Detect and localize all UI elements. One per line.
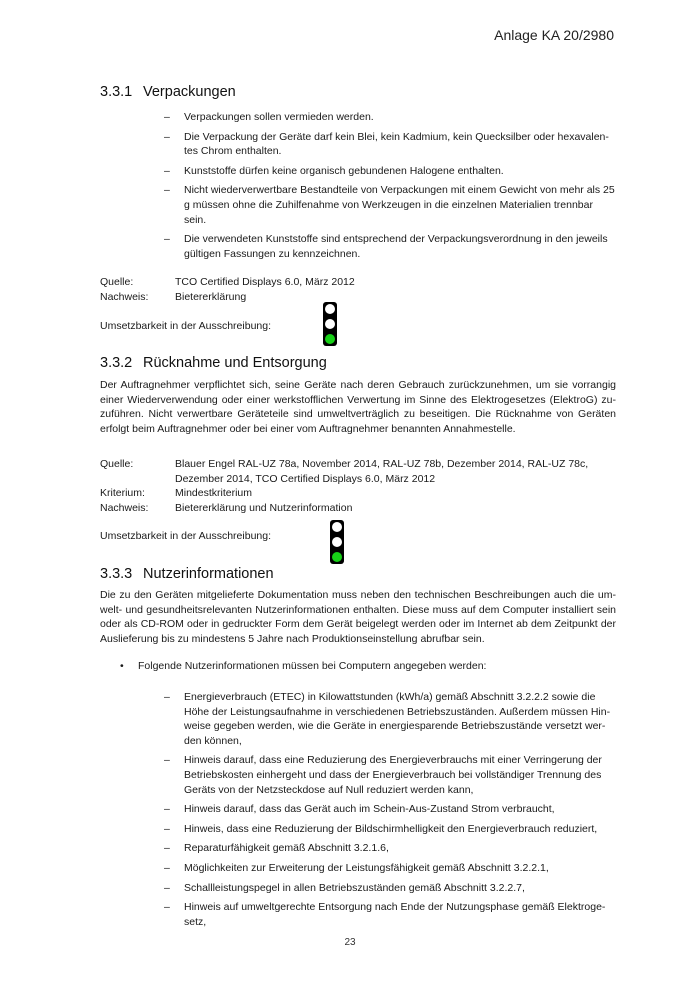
meta-row: Nachweis: Bietererklärung und Nutzerinformation [100,501,353,514]
list-item: – Hinweis darauf, dass eine Reduzierung des Energieverbrauchs mit einer Verringerung der Betriebskosten einhergeht und dass der Energieverbrauch bei vollständiger Trennung des Geräts von der Netzsteckdose auf Null reduziert werden kann, [164,754,602,796]
lamp-top [325,304,335,314]
dash-icon: – [164,691,170,703]
traffic-light-icon [323,302,337,346]
list-item: – Hinweis auf umweltgerechte Entsorgung nach Ende der Nutzungsphase gemäß Elektroge-setz, [164,901,606,928]
section-title: Verpackungen [143,84,236,100]
section-title: Nutzerinformationen [143,566,274,582]
feasibility-label: Umsetzbarkeit in der Ausschreibung: [100,530,271,542]
lamp-middle [332,537,342,547]
packaging-requirements-list [164,110,616,266]
dash-icon: – [164,842,170,855]
section-number: 3.3.3 [100,566,133,582]
section-title: Rücknahme und Entsorgung [143,355,327,371]
dash-icon: – [164,164,170,177]
bullet-icon: • [120,660,124,672]
dash-icon: – [164,754,170,767]
page-number: 23 [344,937,356,948]
meta-row: Quelle: Blauer Engel RAL-UZ 78a, November 2014, RAL-UZ 78b, Dezember 2014, RAL-UZ 78c, Dezember 2014, TCO Certified Displays 6.0, März 2012 [100,458,589,485]
list-item: – Hinweis, dass eine Reduzierung der Bildschirmhelligkeit den Energieverbrauch reduziert, [164,822,598,835]
meta-row: Kriterium: Mindestkriterium [100,487,253,500]
return-paragraph: Der Auftragnehmer verpflichtet sich, seine Geräte nach deren Gebrauch zurückzunehmen, um sie vorrangig einer Wiederverwendung oder einer werkstofflichen Verwertung im Sinne des Elektrogesetzes (ElektroG) zu-zuführen. Nicht verwertbare Geräteteile sind umweltverträglich zu beseitigen. Die Rücknahme von Geräten erfolgt beim Auftragnehmer oder bei einer vom Auftragnehmer benannten Annahmestelle. [100,379,616,435]
section-number: 3.3.1 [100,84,133,100]
document-reference: Anlage KA 20/2980 [494,27,614,43]
list-item: – Kunststoffe dürfen keine organisch gebundenen Halogene enthalten. [164,164,504,177]
list-item: – Die Verpackung der Geräte darf kein Blei, kein Kadmium, kein Quecksilber oder hexavalen-tes Chrom enthalten. [164,130,609,158]
dash-icon: – [164,901,170,914]
dash-icon: – [164,233,170,246]
dash-icon: – [164,130,170,143]
dash-icon: – [164,881,170,894]
section-heading-3-3-1 [100,84,236,100]
section-heading-3-3-2 [100,355,327,371]
source-block [100,275,595,304]
meta-row: Nachweis: Bietererklärung [100,290,247,303]
dash-icon: – [164,184,170,197]
list-item: – Die verwendeten Kunststoffe sind entsprechend der Verpackungsverordnung in den jeweils gültigen Fassungen zu kennzeichnen. [164,233,608,260]
list-item: – Reparaturfähigkeit gemäß Abschnitt 3.2.1.6, [164,842,389,855]
user-info-paragraph: Die zu den Geräten mitgelieferte Dokumentation muss neben den technischen Beschreibungen auch die um-welt- und gesundheitsrelevanten Nutzerinformationen enthalten. Diese muss auf dem Computer installiert sein oder als CD-ROM oder in gedruckter Form dem Gerät beigelegt werden oder im Internet ab dem Zeitpunkt der Auslieferung bis zu mindestens 5 Jahre nach Produktionseinstellung abrufbar sein. [100,589,616,645]
user-info-list [164,690,616,934]
feasibility-label: Umsetzbarkeit in der Ausschreibung: [100,320,271,332]
meta-row: Quelle: TCO Certified Displays 6.0, März 2012 [100,276,355,288]
lamp-top [332,522,342,532]
lamp-middle [325,319,335,329]
section-number: 3.3.2 [100,355,133,371]
dash-icon: – [164,822,170,835]
lamp-green [325,334,335,344]
dash-icon: – [164,111,170,123]
list-item: – Schallleistungspegel in allen Betriebszuständen gemäß Abschnitt 3.2.2.7, [164,881,525,894]
source-block [100,457,595,515]
list-item: – Möglichkeiten zur Erweiterung der Leistungsfähigkeit gemäß Abschnitt 3.2.2.1, [164,861,549,874]
dash-icon: – [164,803,170,816]
list-item: – Verpackungen sollen vermieden werden. [164,111,374,123]
list-item: – Energieverbrauch (ETEC) in Kilowattstunden (kWh/a) gemäß Abschnitt 3.2.2.2 sowie die Höhe der Leistungsaufnahme in verschiedenen Betriebszuständen. Außerdem müssen Hin-weise gegeben werden, wie die Geräte in energiesparende Betriebszustände versetzt wer-den können, [164,691,611,747]
traffic-light-icon [330,520,344,564]
list-item: – Hinweis darauf, dass das Gerät auch im Schein-Aus-Zustand Strom verbraucht, [164,803,555,816]
lamp-green [332,552,342,562]
bullet-item: • Folgende Nutzerinformationen müssen bei Computern angegeben werden: [120,660,487,672]
section-heading-3-3-3 [100,566,274,582]
dash-icon: – [164,861,170,874]
list-item: – Nicht wiederverwertbare Bestandteile von Verpackungen mit einem Gewicht von mehr als 25 g müssen ohne die Zuhilfenahme von Werkzeugen in die einzelnen Materialien trennbar sein. [164,184,615,226]
